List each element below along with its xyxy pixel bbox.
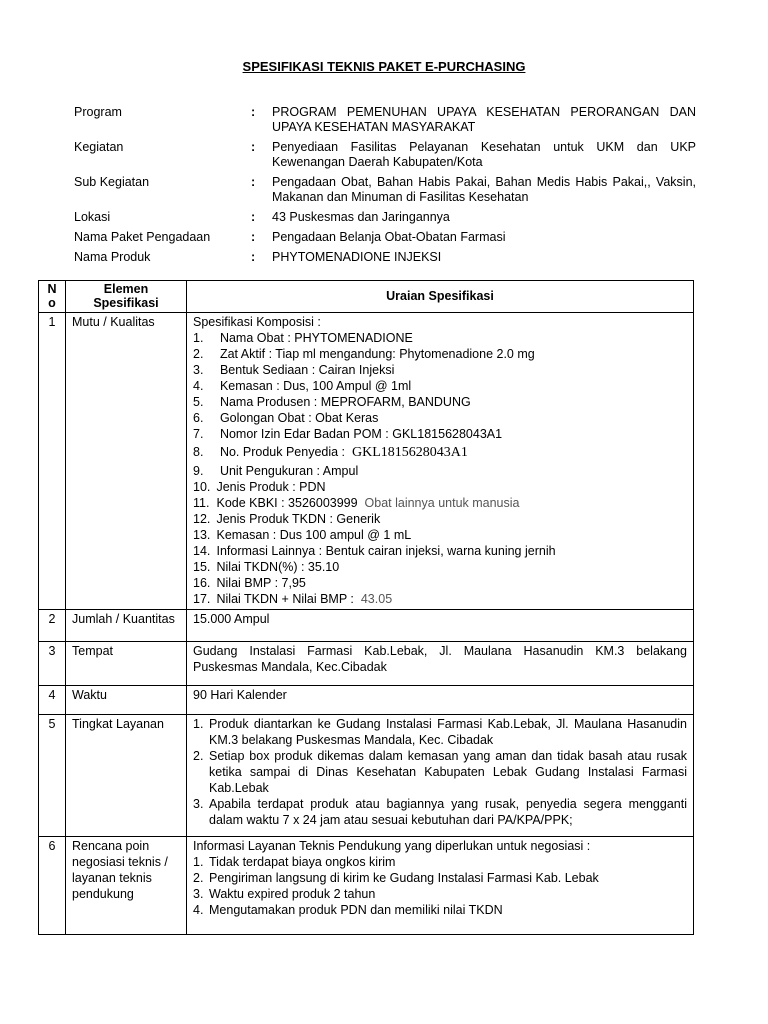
list-item: 2. Zat Aktif : Tiap ml mengandung: Phytomenadione 2.0 mg: [193, 347, 535, 361]
info-label: Lokasi: [74, 210, 111, 224]
row-no: 3: [39, 642, 66, 686]
info-value: Penyediaan Fasilitas Pelayanan Kesehatan untuk UKM dan UKP Kewenangan Daerah Kabupaten/Kota: [272, 140, 696, 169]
row-no: 1: [39, 313, 66, 610]
list-item: 3. Apabila terdapat produk atau bagiannya yang rusak, penyedia segera mengganti dalam waktu 7 x 24 jam atau sesuai kebutuhan dari PA/KPA/PPK;: [193, 797, 687, 827]
info-label: Sub Kegiatan: [74, 175, 150, 189]
list-item: 1. Tidak terdapat biaya ongkos kirim: [193, 855, 396, 869]
row-description: 90 Hari Kalender: [187, 686, 694, 715]
composition-intro: Spesifikasi Komposisi :: [193, 315, 321, 329]
header-element: Elemen Spesifikasi: [66, 281, 187, 313]
list-item: 8. No. Produk Penyedia : GKL1815628043A1: [193, 445, 468, 460]
product-code: GKL1815628043A1: [351, 445, 468, 460]
row-description: [187, 715, 694, 837]
info-value: Pengadaan Obat, Bahan Habis Pakai, Bahan Medis Habis Pakai,, Vaksin, Makanan dan Minuman di Fasilitas Kesehatan: [272, 175, 696, 204]
info-value: PROGRAM PEMENUHAN UPAYA KESEHATAN PERORANGAN DAN UPAYA KESEHATAN MASYARAKAT: [272, 105, 696, 134]
list-item: 1. Nama Obat : PHYTOMENADIONE: [193, 331, 413, 345]
row-element: Jumlah / Kuantitas: [66, 610, 187, 642]
info-section: [74, 105, 696, 270]
row-description: Gudang Instalasi Farmasi Kab.Lebak, Jl. Maulana Hasanudin KM.3 belakang Puskesmas Mandala, Kec.Cibadak: [187, 642, 694, 686]
row-description: 15.000 Ampul: [187, 610, 694, 642]
info-value: 43 Puskesmas dan Jaringannya: [272, 210, 450, 224]
list-item: 2. Pengiriman langsung di kirim ke Gudang Instalasi Farmasi Kab. Lebak: [193, 871, 599, 885]
info-value: PHYTOMENADIONE INJEKSI: [272, 250, 442, 264]
info-colon: :: [251, 140, 256, 154]
row-element: Mutu / Kualitas: [66, 313, 187, 610]
table-header-row: [39, 281, 694, 313]
info-row-lokasi: [74, 210, 696, 225]
list-item: 13. Kemasan : Dus 100 ampul @ 1 mL: [193, 528, 412, 542]
list-item: 14. Informasi Lainnya : Bentuk cairan injeksi, warna kuning jernih: [193, 544, 556, 558]
row-element: Waktu: [66, 686, 187, 715]
info-colon: :: [251, 105, 256, 119]
list-item: 2. Setiap box produk dikemas dalam kemasan yang aman dan tidak basah atau rusak ketika sampai di Dinas Kesehatan Kabupaten Lebak Gudang Instalasi Farmasi Kab.Lebak: [193, 749, 687, 795]
list-item: 9. Unit Pengukuran : Ampul: [193, 464, 359, 478]
info-row-sub-kegiatan: [74, 175, 696, 205]
negotiation-list: [193, 854, 687, 918]
list-item: 3. Waktu expired produk 2 tahun: [193, 887, 376, 901]
info-colon: :: [251, 250, 256, 264]
info-colon: :: [251, 175, 256, 189]
list-item: 12. Jenis Produk TKDN : Generik: [193, 512, 381, 526]
list-item: 4. Kemasan : Dus, 100 Ampul @ 1ml: [193, 379, 412, 393]
row-description: [187, 313, 694, 610]
table-row: [39, 313, 694, 610]
header-no: N o: [39, 281, 66, 313]
info-label: Nama Paket Pengadaan: [74, 230, 211, 244]
list-item: 5. Nama Produsen : MEPROFARM, BANDUNG: [193, 395, 471, 409]
table-row: [39, 610, 694, 642]
info-label: Program: [74, 105, 122, 119]
list-item: 1. Produk diantarkan ke Gudang Instalasi Farmasi Kab.Lebak, Jl. Maulana Hasanudin KM.3 belakang Puskesmas Mandala, Kec. Cibadak: [193, 717, 687, 747]
info-row-nama-paket: [74, 230, 696, 245]
table-row: [39, 686, 694, 715]
list-item: 3. Bentuk Sediaan : Cairan Injeksi: [193, 363, 395, 377]
negotiation-intro: Informasi Layanan Teknis Pendukung yang diperlukan untuk negosiasi :: [193, 839, 591, 853]
info-row-program: [74, 105, 696, 135]
list-item: 6. Golongan Obat : Obat Keras: [193, 411, 379, 425]
list-item: 16. Nilai BMP : 7,95: [193, 576, 306, 590]
list-item: 11. Kode KBKI : 3526003999 Obat lainnya untuk manusia: [193, 496, 520, 510]
header-description: Uraian Spesifikasi: [187, 281, 694, 313]
row-no: 6: [39, 837, 66, 935]
row-element: Tempat: [66, 642, 187, 686]
info-label: Nama Produk: [74, 250, 151, 264]
kbki-description: Obat lainnya untuk manusia: [364, 496, 520, 510]
row-description: [187, 837, 694, 935]
table-row: [39, 837, 694, 935]
info-label: Kegiatan: [74, 140, 124, 154]
info-colon: :: [251, 210, 256, 224]
service-level-list: [193, 716, 687, 828]
table-row: [39, 642, 694, 686]
list-item: 15. Nilai TKDN(%) : 35.10: [193, 560, 340, 574]
info-value: Pengadaan Belanja Obat-Obatan Farmasi: [272, 230, 506, 244]
list-item: 7. Nomor Izin Edar Badan POM : GKL1815628043A1: [193, 427, 503, 441]
document-title: SPESIFIKASI TEKNIS PAKET E-PURCHASING: [242, 59, 526, 74]
row-element: Tingkat Layanan: [66, 715, 187, 837]
composition-list: [193, 330, 687, 607]
table-row: [39, 715, 694, 837]
spec-table: [38, 280, 694, 935]
row-element: Rencana poin negosiasi teknis / layanan teknis pendukung: [66, 837, 187, 935]
row-no: 5: [39, 715, 66, 837]
list-item: 4. Mengutamakan produk PDN dan memiliki nilai TKDN: [193, 903, 503, 917]
info-row-nama-produk: [74, 250, 696, 265]
info-row-kegiatan: [74, 140, 696, 170]
row-no: 4: [39, 686, 66, 715]
info-colon: :: [251, 230, 256, 244]
list-item: 17. Nilai TKDN + Nilai BMP : 43.05: [193, 592, 393, 606]
total-value: 43.05: [360, 592, 393, 606]
list-item: 10. Jenis Produk : PDN: [193, 480, 326, 494]
row-no: 2: [39, 610, 66, 642]
